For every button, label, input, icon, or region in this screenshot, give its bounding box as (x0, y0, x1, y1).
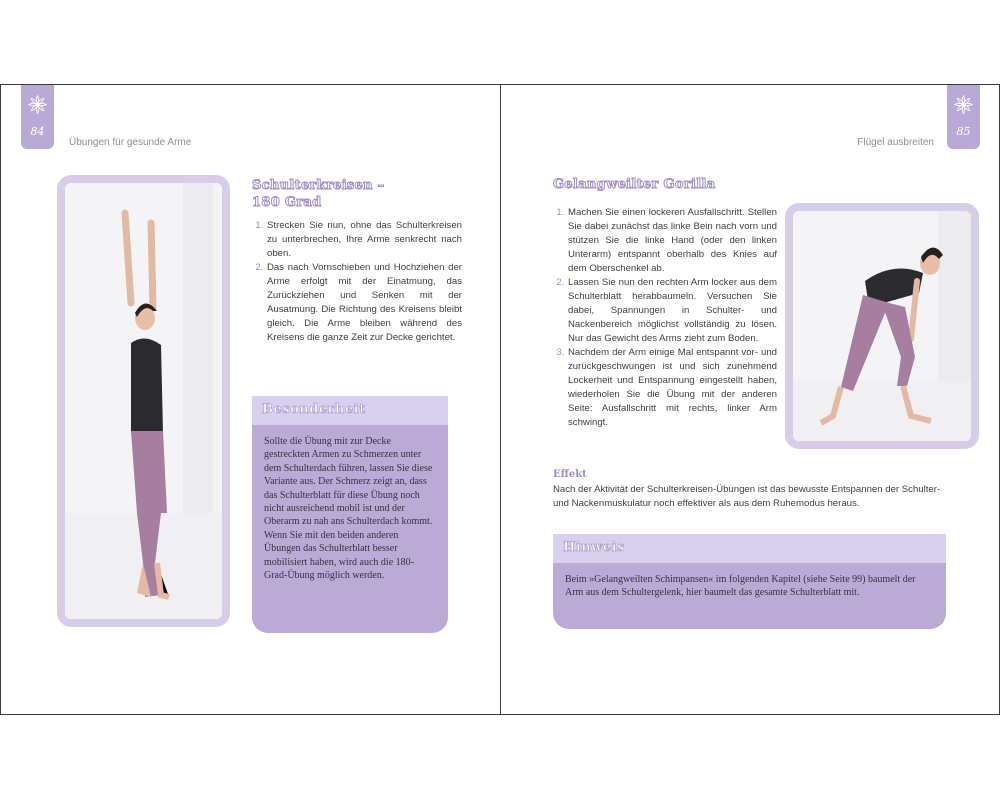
list-item: 3. Nachdem der Arm einige Mal entspannt vor- und zurückgeschwungen ist und sich zunehmend Lockerheit und Entspannung eingestellt haben, wiederholen Sie die Übung mit der anderen Seite: Ausfallschritt mit rechts, linker Arm schwingt. (567, 346, 777, 430)
photo-lunge-arm-hanging (793, 211, 971, 441)
steps-list-right (553, 206, 777, 430)
book-spread (0, 84, 1000, 715)
box-header (553, 534, 946, 563)
list-item: 1. Machen Sie einen lockeren Ausfallschritt. Stellen Sie dabei zunächst das linke Bein nach vorn und stützen Sie die linke Hand (oder den linken Unterarm) entspannt oberhalb des Knies auf dem Oberschenkel ab. (567, 206, 777, 276)
photo-frame-lunge (785, 203, 979, 449)
box-hinweis (553, 534, 946, 629)
list-item: 2. Lassen Sie nun den rechten Arm locker aus dem Schulterblatt herabbaumeln. Versuchen Sie dabei, Spannungen in Schulter- und Nackenbereich möglichst vollständig zu lösen. Nur das Gewicht des Arms zieht zum Boden. (567, 276, 777, 346)
page-tab-left (21, 85, 54, 149)
page-tab-right (947, 85, 980, 149)
box-body: Sollte die Übung mit zur Decke gestreckten Armen zu Schmerzen unter dem Schulterdach führen, lassen Sie diese Variante aus. Der Schmerz zeigt an, dass das Schulterblatt für diese Übung noch nicht ausreichend mobil ist und der Oberarm zu nah ans Schulterdach kommt. Wenn Sie mit den beiden anderen Übungen das Schulterblatt besser mobilisiert haben, wird auch die 180-Grad-Übung möglich werden. (252, 425, 448, 633)
right-page (501, 85, 999, 714)
box-heading: Hinweis (563, 540, 625, 555)
left-page (1, 85, 501, 714)
lotus-icon (27, 94, 48, 115)
effekt-heading: Effekt (553, 469, 587, 480)
exercise-title: Schulterkreisen – 180 Grad (252, 178, 385, 210)
box-body: Beim »Gelangweilten Schimpansen« im folgenden Kapitel (siehe Seite 99) baumelt der Arm aus dem Schultergelenk, hier baumelt das gesamte Schulterblatt mit. (553, 563, 946, 629)
running-head: Flügel ausbreiten (857, 137, 934, 148)
box-heading: Besonderheit (262, 402, 366, 417)
list-item: 1. Strecken Sie nun, ohne das Schulterkreisen zu unterbrechen, Ihre Arme senkrecht nach oben. (266, 219, 462, 261)
lotus-icon (953, 94, 974, 115)
page-number: 85 (956, 125, 971, 138)
box-header (252, 396, 448, 425)
page-number: 84 (30, 125, 45, 138)
list-item: 2. Das nach Vornschieben und Hochziehen der Arme erfolgt mit der Einatmung, das Zurückziehen und Senken mit der Ausatmung. Die Richtung des Kreisens bleibt gleich. Die Arme bleiben während des Kreisens die ganze Zeit zur Decke gerichtet. (266, 261, 462, 345)
running-head: Übungen für gesunde Arme (69, 137, 192, 148)
photo-frame-standing (57, 175, 230, 627)
photo-standing-arms-up (65, 183, 222, 619)
box-besonderheit (252, 396, 448, 633)
exercise-title: Gelangweilter Gorilla (553, 177, 716, 192)
effekt-text: Nach der Aktivität der Schulterkreisen-Übungen ist das bewusste Entspannen der Schulter- und Nackenmuskulatur noch effektiver als aus dem Ruhemodus heraus. (553, 484, 941, 509)
steps-list-left (252, 219, 462, 345)
